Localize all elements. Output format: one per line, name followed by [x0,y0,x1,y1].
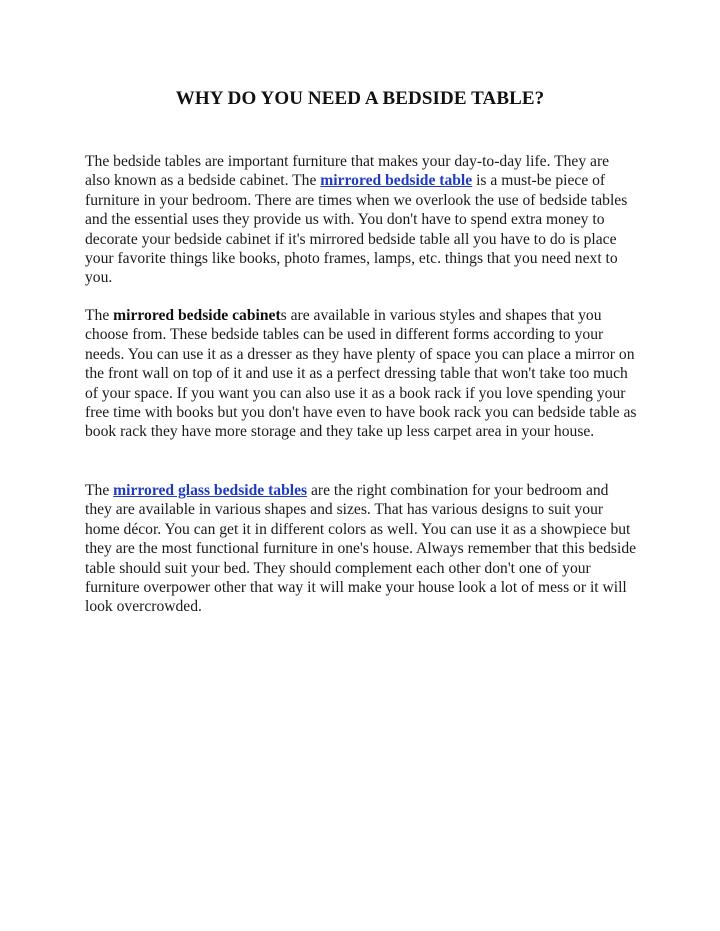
paragraph-text: The [85,307,114,324]
mirrored-glass-bedside-tables-link[interactable]: mirrored glass bedside tables [113,482,308,499]
mirrored-bedside-table-link[interactable]: mirrored bedside table [320,172,473,190]
paragraph-text: The [85,482,114,499]
paragraph-text: are the right combination for your bedroom and they are available in various shapes and sizes. That has various designs to suit your home décor. You can get it in different colors as well. You can use it as a showpiece but they are the most functional furniture in one's house. Always remember that this bedside table should suit your bed. They should complement each other don't one of your furniture overpower other that way it will make your house look a lot of mess or it will look overcrowded. [85,482,637,616]
paragraph-text: s are available in various styles and shapes that you choose from. These bedside tables can be used in different forms according to your needs. You can use it as a dresser as they have plenty of space you can place a mirror on the front wall on top of it and use it as a perfect dressing table that won't take too much of your space. If you want you can also use it as a book rack if you love spending your free time with books but you don't have even to have book rack you can bedside table as book rack they have more storage and they take up less carpet area in your house. [85,307,637,441]
bold-keyword: mirrored bedside cabinet [113,307,281,324]
paragraph-text: The bedside tables are important furniture that makes your day-to-day life. They are also known as a bedside cabinet. The [85,153,610,190]
paragraph-text: is a must-be piece of furniture in your bedroom. There are times when we overlook the use of bedside tables and the essential uses they provide us with. You don't have to spend extra money to decorate your bedside cabinet if it's mirrored bedside table all you have to do is place your favorite things like books, photo frames, lamps, etc. things that you need next to you. [85,172,628,287]
paragraph-combination [85,481,637,617]
page-title: WHY DO YOU NEED A BEDSIDE TABLE? [175,88,545,109]
paragraph-styles [85,306,637,442]
paragraph-intro [85,152,637,288]
